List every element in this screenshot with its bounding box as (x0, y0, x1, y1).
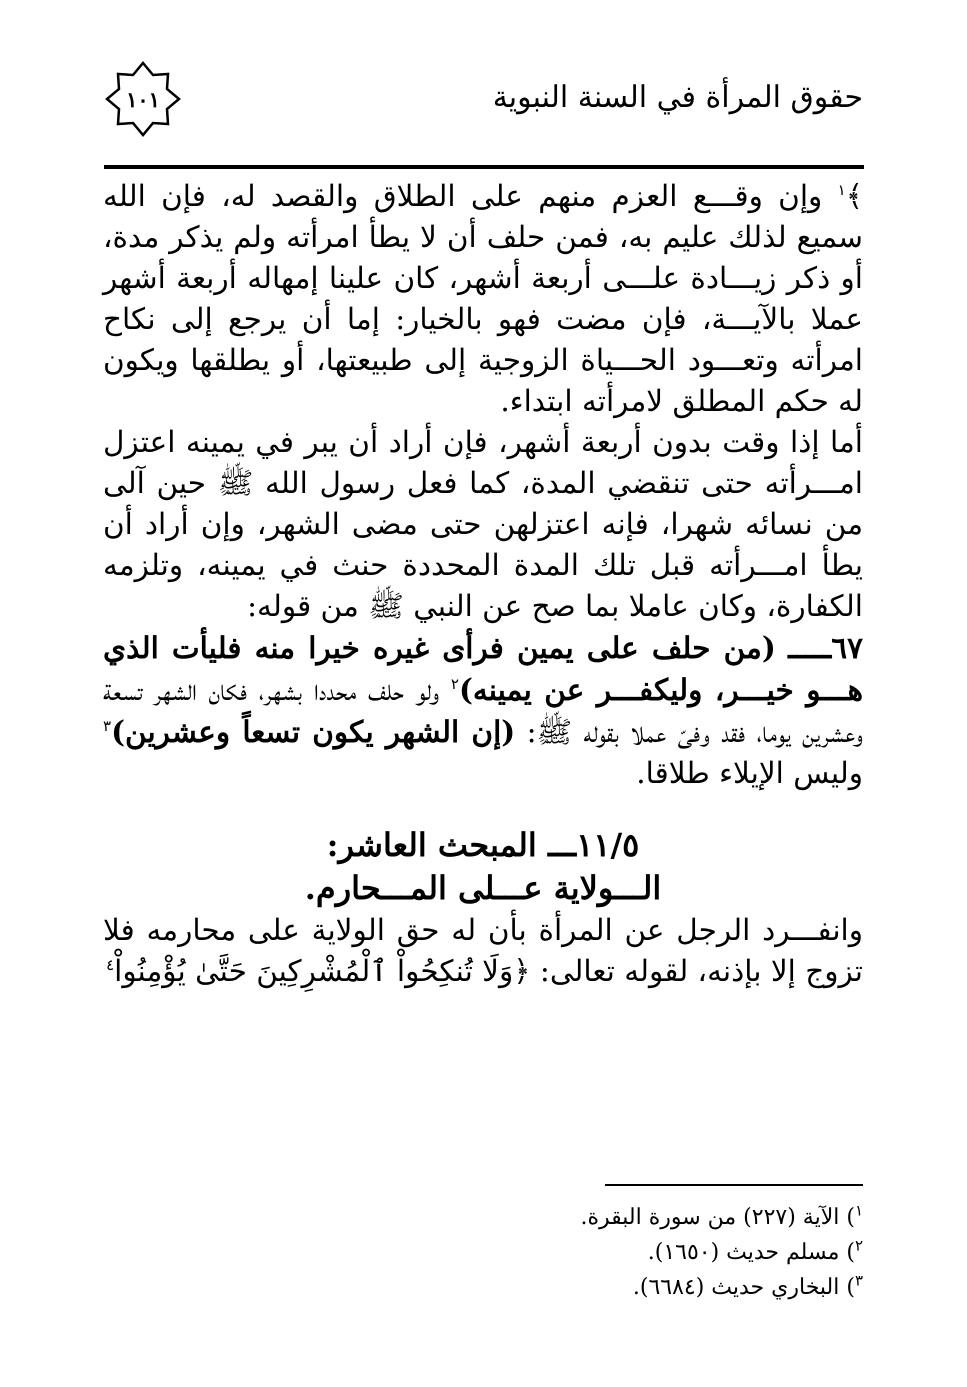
footnote-text: ) الآية (٢٢٧) من سورة البقرة. (580, 1205, 855, 1230)
section-heading (103, 824, 863, 910)
footnote-text: ) مسلم حديث (١٦٥٠). (647, 1240, 855, 1265)
header-rule (104, 165, 864, 169)
footnotes (443, 1200, 863, 1305)
page-number-badge (104, 60, 182, 138)
page-number: ١٠١ (126, 86, 160, 112)
paragraph-1-text: ﴾$^١$ وإن وقـــع العزم منهم على الطلاق والقصد له، فإن الله سميع لذلك عليم به، فمن حلف أن لا يطأ امرأته ولم يذكر مدة، أو ذكر زيـــادة علـــى أربعة أشهر، كان علينا إمهاله أربعة أشهر عملا بالآيـــة، فإن مضت فهو بالخيار: إما أن يرجع إلى نكاح امرأته وتعـــود الحـــياة الزوجية إلى طبيعتها، أو يطلقها ويكون له حكم المطلق لامرأته ابتداء. (103, 179, 863, 418)
footnote-marker: ٢ (854, 1236, 863, 1255)
hadith-quote: (من حلف على يمين فرأى غيره خيرا منه فليأت الذي هـــو خيـــر، وليكفـــر عن يمينه) (103, 630, 863, 707)
footnote-ref-2: ٢ (450, 675, 459, 694)
footnote-marker: ١ (854, 1201, 863, 1220)
closing-text: وانفـــرد الرجل عن المرأة بأن له حق الولاية على محارمه فلا تزوج إلا بإذنه، لقوله تعالى: (103, 913, 863, 988)
page-title: حقوق المرأة في السنة النبوية (492, 80, 863, 115)
main-text (103, 176, 863, 992)
footnote-text: ) البخاري حديث (٦٦٨٤). (632, 1275, 855, 1300)
footnote-1 (443, 1200, 863, 1235)
section-heading-line-1: ١١/٥ـــ المبحث العاشر: (326, 826, 640, 864)
hadith-continuation-2: وليس الإيلاء طلاقا. (636, 756, 863, 790)
hadith-paragraph (103, 627, 863, 794)
hadith-quote-2: (إن الشهر يكون تسعاً وعشرين) (111, 714, 516, 749)
footnote-rule (605, 1184, 863, 1186)
hadith-continuation: ولو حلف محددا بشهر، فكان الشهر تسعة وعشرين يوما، فقد وفىّ عملا بقوله ﷺ: (103, 673, 864, 749)
paragraph-2 (103, 422, 863, 627)
footnote-2 (443, 1235, 863, 1270)
footnote-ref-1: ١ (837, 181, 846, 200)
quran-verse: ﴿وَلَا تُنكِحُواْ ٱلْمُشْرِكِينَ حَتَّىٰ يُؤْمِنُواْ (114, 954, 531, 988)
footnote-ref-4: ٤ (106, 956, 115, 975)
section-heading-line-2: الـــولاية عـــلى المـــحارم. (304, 869, 662, 907)
paragraph-2-text: أما إذا وقت بدون أربعة أشهر، فإن أراد أن يبر في يمينه اعتزل امـــرأته حتى تنقضي المدة، كما فعل رسول الله ﷺ حين آلى من نسائه شهرا، فإنه اعتزلهن حتى مضى الشهر، وإن أراد أن يطأ امـــرأته قبل تلك المدة المحددة حنث في يمينه، وتلزمه الكفارة، وكان عاملا بما صح عن النبي ﷺ من قوله: (103, 425, 863, 623)
paragraph-1 (103, 176, 863, 422)
footnote-3 (443, 1270, 863, 1305)
footnote-ref-3: ٣ (103, 717, 112, 736)
footnote-marker: ٣ (854, 1271, 863, 1290)
hadith-number: ٦٧ (831, 630, 863, 665)
hadith-dash: ـــــ (788, 630, 832, 665)
closing-paragraph (103, 910, 863, 992)
